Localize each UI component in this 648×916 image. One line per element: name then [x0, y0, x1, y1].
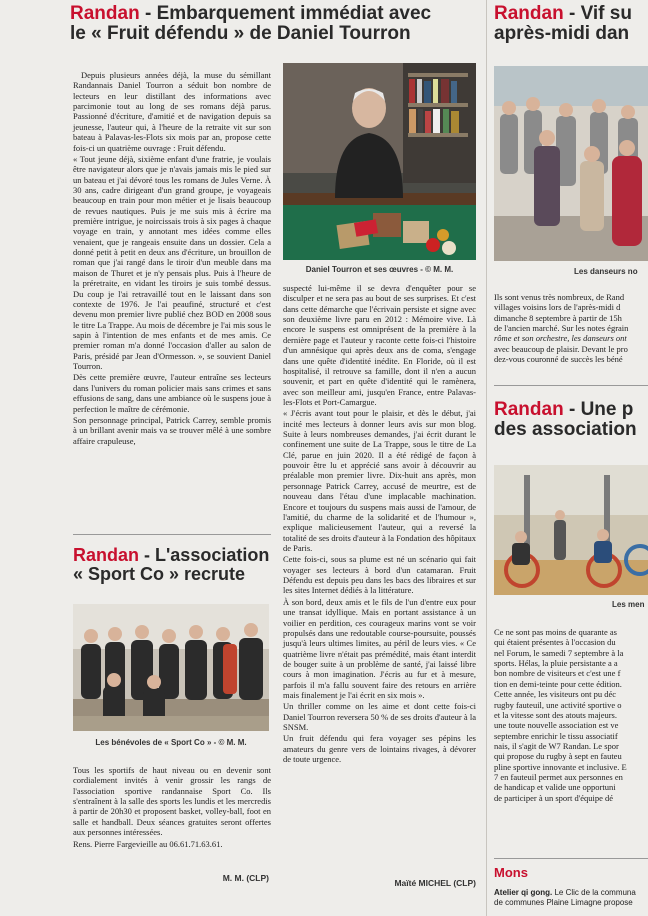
article3-location: Randan: [494, 3, 564, 24]
headline-separator: -: [139, 3, 157, 24]
article4-line: qui propose du rugby à sept en fauteu: [494, 751, 622, 762]
article3-line: villages voisins lors de l'après-midi d: [494, 302, 621, 313]
article1-paragraph: Un fruit défendu qui fera voyager ses pépins les amateurs du genre vers de lointains rivages, à dévorer de toute urgence.: [283, 733, 476, 765]
article2-paragraph: Tous les sportifs de haut niveau ou en devenir sont cordialement invités à venir grossir les rangs de l'association sportive randannaise Sport Co. Ils s'entraînent à la salle des sports les lundis et les mercredis à partir de 20h30 et proposent basket, volley-ball, foot en salle et handball. Deux séances gratuites seront offertes aux personnes intéressées.: [73, 765, 271, 838]
article4-line: Cette année, les visiteurs ont pu déc: [494, 689, 617, 700]
article1-paragraph: Son personnage principal, Patrick Carrey, semble promis à un brillant avenir mais va se trouver mêlé à une sombre affaire crapuleuse,: [73, 414, 271, 446]
volunteers-group-image: [73, 604, 269, 731]
article4-location: Randan: [494, 399, 564, 420]
article4-line: de handicap et valide une opportuni: [494, 782, 616, 793]
brief-body: [494, 888, 648, 908]
article1-paragraph: À son bord, deux amis et le fils de l'un d'entre eux pour une transat idyllique. Mais en portant assistance à un voilier en perdition, ces courageux marins vont se voir propulsés dans une redoutable course-poursuite, poussés jusqu'à leurs ultimes limites, au péril de leurs vies. « Ce quatrième livre n'était pas prémédité, mais étant interdit de bouger suite à un problème de santé, j'ai laissé libre cours à mon imagination. J'écris au fur et à mesure, parfois il m'a fallu souvent faire des retours en arrière mais finalement je l'ai écrit en six mois ».: [283, 596, 476, 701]
headline-separator: -: [139, 545, 156, 565]
article4-line: rugby fauteuil, une activité sportive o: [494, 699, 622, 710]
article1-paragraph: Depuis plusieurs années déjà, la muse du sémillant Randannais Daniel Tourron a séduit bon nombre de lecteurs en leur distillant des informations avec parcimonie tout au long de ses romans déjà parus. Passionné d'écriture, d'amitié et de navigation depuis sa jeunesse, l'auteur qui, à l'heure de la retraite vit sur son bateau à Palavas-les-Flots six mois par an, propose cette fois-ci un quatrième ouvrage : Fruit défendu.: [73, 70, 271, 153]
article1-paragraph: Dès cette première œuvre, l'auteur entraîne ses lecteurs dans l'univers du roman policier mais sans crimes et sans effusions de sang, dans une ambiance où le suspens joue à perfection le maître de cérémonie.: [73, 372, 271, 414]
article3-line: Ils sont venus très nombreux, de Rand: [494, 292, 625, 302]
article2-location: Randan: [73, 545, 140, 565]
headline-separator: -: [563, 3, 581, 24]
brief-text: Le Clic de la communa: [552, 888, 636, 897]
article4-title-line2: des association: [494, 418, 637, 440]
wheelchair-rugby-image: [494, 465, 648, 595]
brief-heading: Mons: [494, 865, 528, 880]
article1-title-line1: Embarquement immédiat avec: [156, 3, 432, 24]
article1-title-line2: le « Fruit défendu » de Daniel Tourron: [70, 22, 411, 44]
headline-separator: -: [563, 399, 581, 420]
article4-line: 7 en fauteuil permet aux personnes en: [494, 772, 623, 783]
article2-photo-caption: Les bénévoles de « Sport Co » - © M. M.: [95, 738, 247, 747]
author-with-books-image: [283, 63, 476, 260]
article3-line: de l'ancien marché. Sur les notes égrain: [494, 323, 629, 334]
dancers-image: [494, 66, 648, 261]
article3-title-line1: Vif su: [580, 3, 632, 24]
article4-line: Ce ne sont pas moins de quarante as: [494, 627, 617, 637]
article1-photo-caption: Daniel Tourron et ses œuvres - © M. M.: [305, 265, 454, 274]
article4-line: qui étaient présentes à l'occasion du: [494, 637, 616, 648]
article1-paragraph: « Tout jeune déjà, sixième enfant d'une fratrie, je voulais être navigateur alors que je n'avais jamais mis le pied sur un bateau et j'ai dévoré tous les romans de Jules Verne. À 30 ans, cadre dirigeant d'un grand groupe, je voyageais beaucoup en train pour mon métier et je lisais beaucoup de revues nautiques. Puis je me suis mis à écrire ma première intrigue, je noircissais trois à six pages à chaque voyage en train, y annotant mes idées comme elles venaient, que je rangeais ensuite dans un dossier. Cela a donné petit à petit en deux ans d'écriture, un brouillon de roman que j'ai rangé dans le tiroir d'un meuble dans ma maison de Thuret et je n'y pensais plus. Puis à l'heure de la préretraite, en vidant les tiroirs je suis tombé dessus. Du coup je l'ai retravaillé tout en le laissant dans son contexte de 1976. Je l'ai peaufiné, structuré et c'est devenu mon premier livre publié chez BOD en 2008 sous le titre La Trappe. Au mois de décembre je l'ai mis sous le sapin à l'intention de mes enfants et de mes amis. Ce premier roman m'a donné l'occasion d'aller au salon de Paris, présidé par Jean d'Ormesson. », se souvient Daniel Tourron.: [73, 153, 271, 372]
article4-line: bon nombre de visiteurs et c'est une f: [494, 668, 621, 679]
article1-paragraph: « J'écris avant tout pour le plaisir, et dès le début, j'ai incité mes lecteurs à donner leurs avis sur mon blog. Suite à leurs nombreuses demandes, j'ai écrit durant le confinement une suite de La Trappe, sous le titre de La Clé, parue en juin 2020. Il a été rédigé de façon à pouvoir être lu et apprécié sans avoir à découvrir au préalable mon premier livre. Dix-huit ans après, mon personnage Patrick Carrey, accusé de meurtre, est de nouveau dans l'étau d'une implacable machination. Encore et toujours du suspens mais aussi de l'amour, de l'amitié, du charme de la solidarité et de l'humour », explique malicieusement l'auteur, qui a reversé la totalité de ses droits d'auteur à la Fondation des hôpitaux de Paris.: [283, 408, 476, 553]
article2-body: [73, 765, 271, 850]
brief-lead: Atelier qi gong.: [494, 888, 553, 897]
article1-column-2: [283, 283, 476, 766]
article1-paragraph: suspecté lui-même il se devra d'enquêter pour se disculper et ne sera pas au bout de ses surprises. Et c'est dans cette démarche que l'écrivain persiste et signe avec son deuxième livre paru en 2012 : Mémoire vive. Là encore le suspens est omniprésent de la première à la dernière page et l'auteur y raconte cette fois-ci l'histoire d'un amnésique qui après deux ans de coma, s'engage dans une quête d'identité inédite. En Floride, où il est hospitalisé, il retrouve sa famille, dont il n'en a aucun souvenir, et part en quête d'identité qui le ramènera, avec son meilleur ami, jusqu'en France, entre Palavas-les-Flots et Port-Camargue.: [283, 283, 476, 407]
article1-photo: [283, 63, 476, 260]
article4-line: nais, il s'agit de W7 Randan. Le spor: [494, 740, 619, 751]
article3-photo-caption: Les danseurs no: [574, 267, 638, 276]
article4-photo-caption: Les men: [612, 600, 645, 609]
article1-column-1: [73, 70, 271, 447]
article4-line: de participer à un sport d'équipe dé: [494, 792, 614, 803]
article3-body: [494, 292, 648, 365]
article4-title-line1: Une p: [580, 399, 634, 420]
article3-title-line2: après-midi dan: [494, 22, 630, 44]
article3-line: rôme et son orchestre, les danseurs ont: [494, 333, 627, 344]
article1-paragraph: Un thriller comme on les aime et dont cette fois-ci Daniel Tourron reversera 50 % de ses droits d'auteur à la SNSM.: [283, 701, 476, 733]
article3-line: dez-vous couronné de succès les béné: [494, 354, 623, 365]
brief-line2: de communes Plaine Limagne propose: [494, 897, 633, 907]
column-divider: [486, 0, 487, 916]
article4-line: et la vitesse sont des atouts majeurs.: [494, 709, 617, 720]
article4-line: pline sportive innovante et inclusive. E: [494, 761, 627, 772]
article4-photo: [494, 465, 648, 595]
article2-contact: Rens. Pierre Fargevieille au 06.61.71.63.61.: [73, 838, 223, 849]
article-divider: [494, 385, 648, 386]
article2-headline: [73, 546, 278, 584]
article-divider: [494, 858, 648, 859]
article1-signature: Maïté MICHEL (CLP): [394, 878, 476, 888]
article3-photo: [494, 66, 648, 261]
article1-paragraph: Cette fois-ci, sous sa plume est né un scénario qui fait voyager ses lecteurs à bord d'un catamaran. Fruit Défendu est depuis peu dans les bacs des libraires et sur les sites Internet dédiés à la littérature.: [283, 554, 476, 596]
article2-title-line1: L'association: [155, 545, 270, 565]
article2-title-line2: « Sport Co » recrute: [73, 563, 246, 584]
article4-line: septembre enrichir le tissu associatif: [494, 730, 618, 741]
article4-line: tion en demi-teinte pour cette édition.: [494, 678, 622, 689]
article3-headline: [494, 4, 648, 44]
article4-line: une toute nouvelle association est ve: [494, 720, 619, 731]
article4-line: sports. Hélas, la pluie persistante a a: [494, 658, 618, 669]
article2-signature: M. M. (CLP): [222, 873, 269, 883]
article-divider: [73, 534, 271, 535]
article4-headline: [494, 400, 648, 440]
article3-line: dimanche 8 septembre à partir de 15h: [494, 312, 622, 323]
article4-line: nel Forum, le samedi 7 septembre à la: [494, 647, 624, 658]
article4-body: [494, 627, 648, 803]
article1-headline: [70, 4, 485, 44]
article3-line: avec beaucoup de plaisir. Devant le pro: [494, 343, 628, 354]
article2-photo: [73, 604, 269, 731]
article1-location: Randan: [70, 3, 140, 24]
